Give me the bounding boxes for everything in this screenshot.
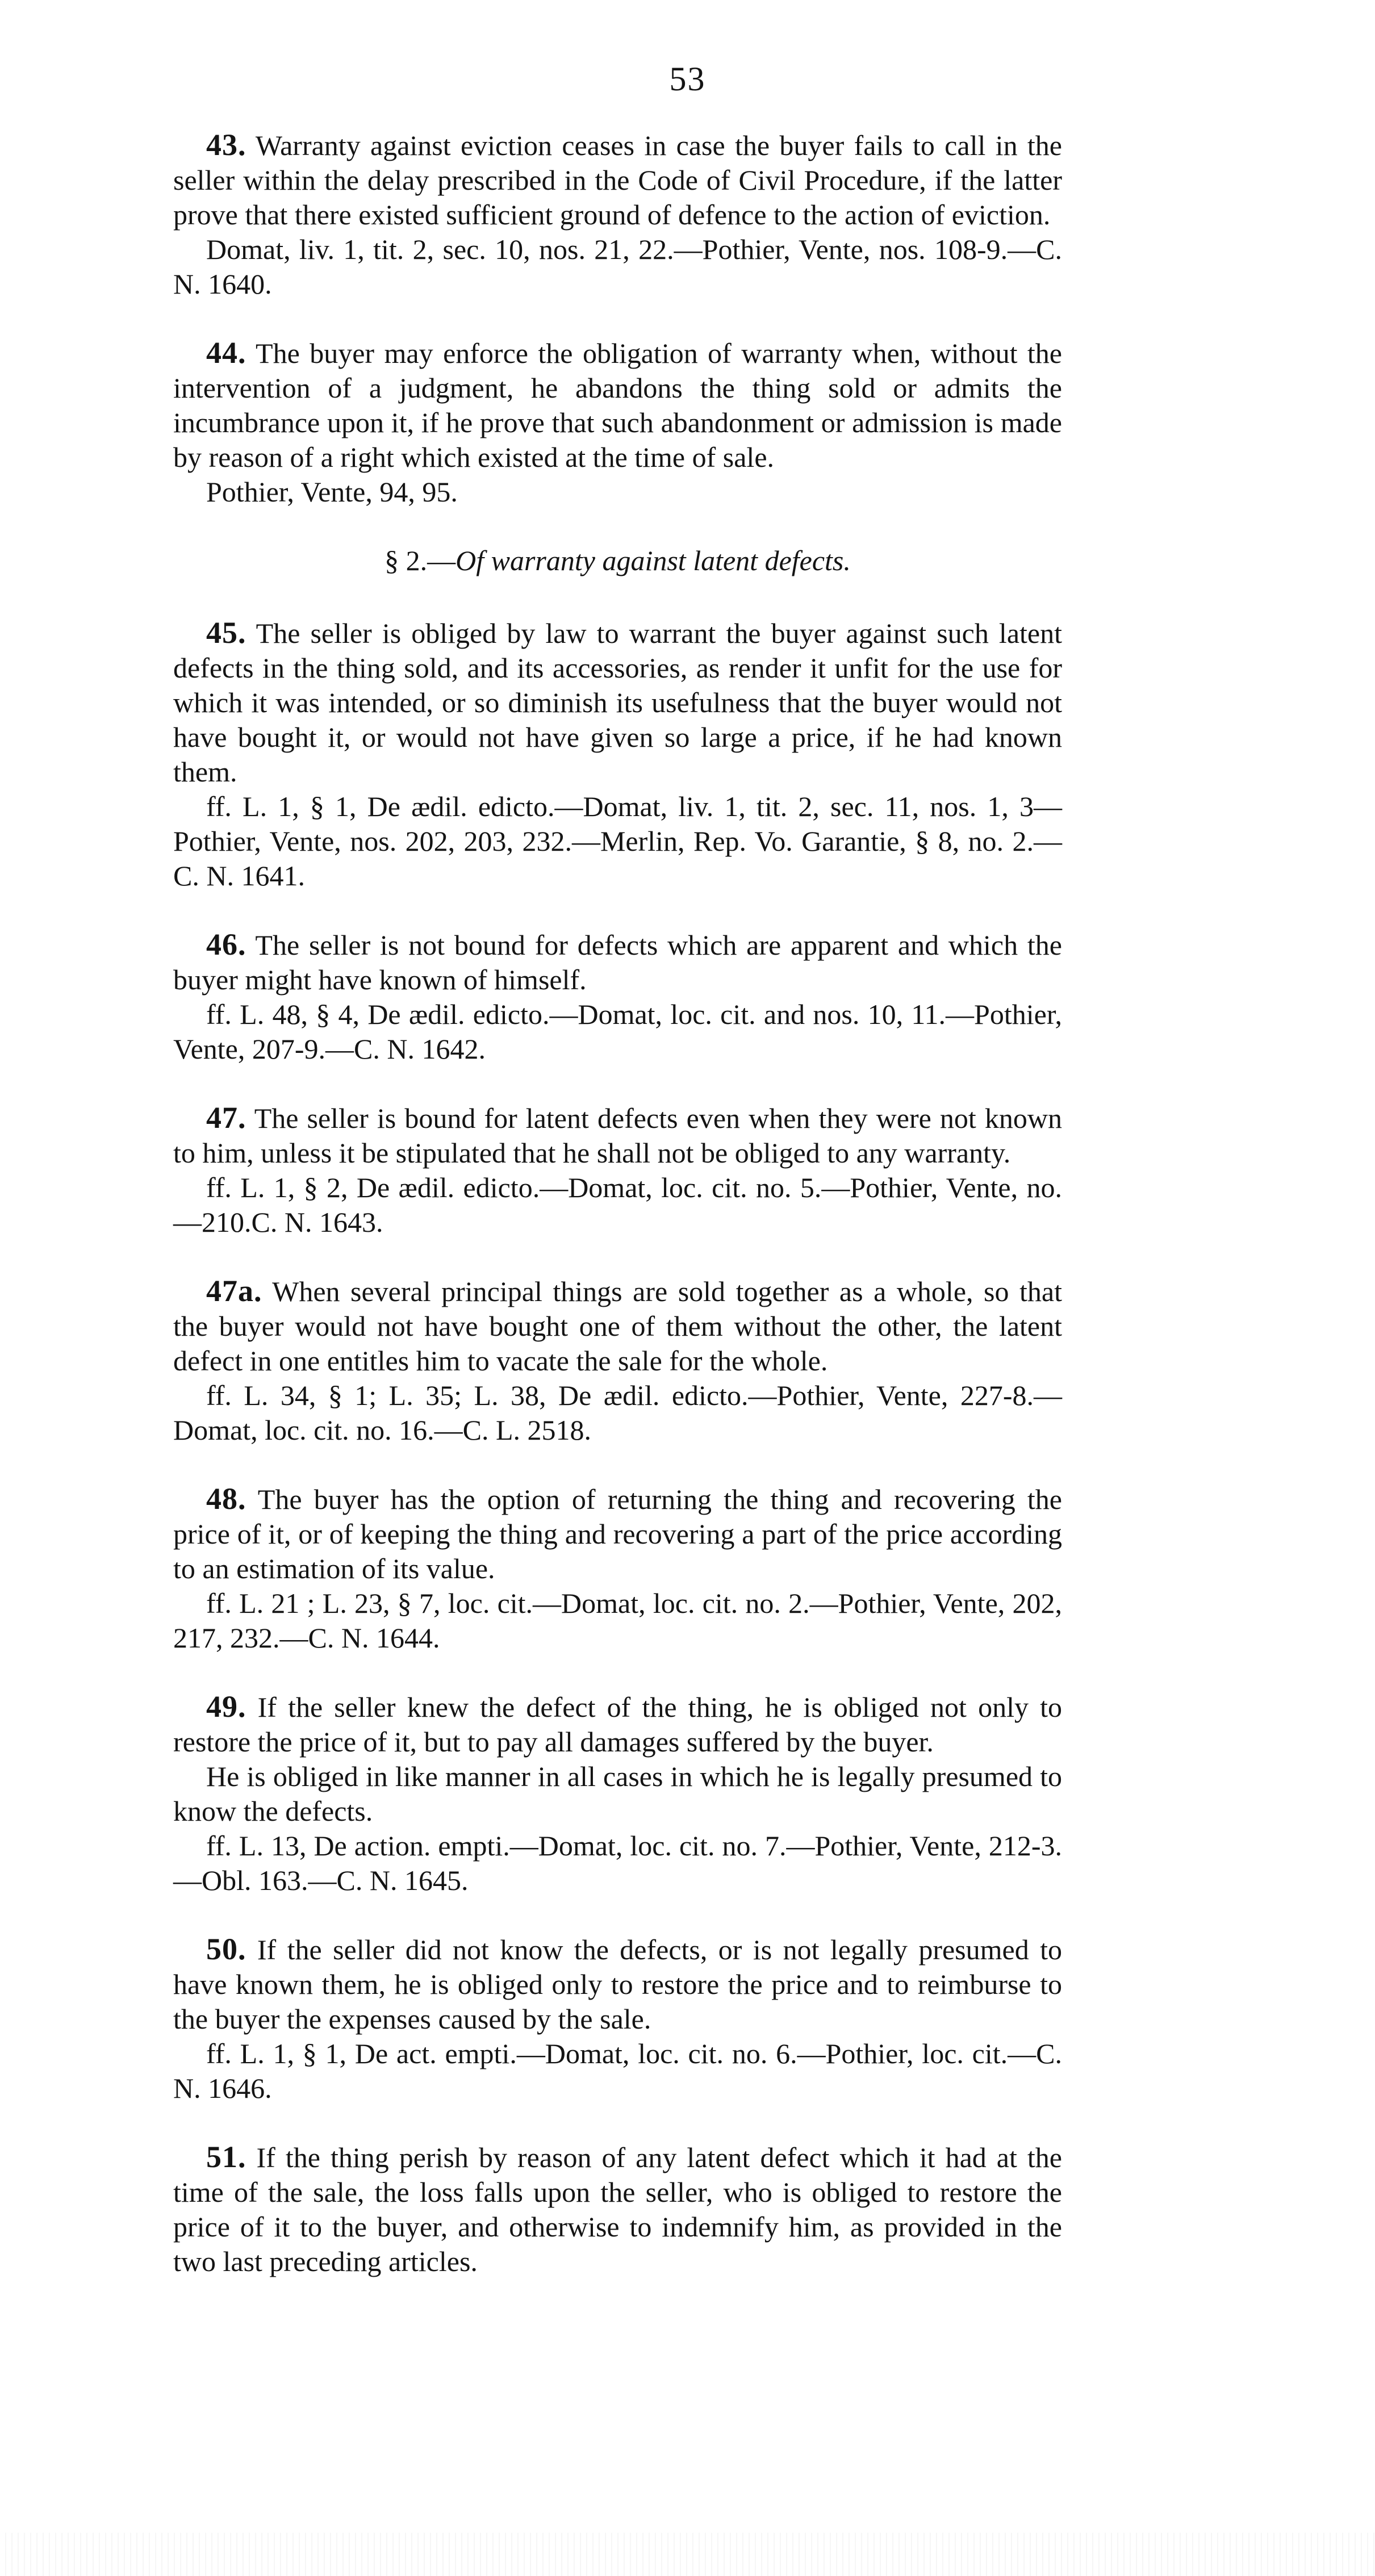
article-text xyxy=(173,1274,1062,1378)
article-47a xyxy=(173,1274,1062,1448)
article-43 xyxy=(173,128,1062,302)
article-text xyxy=(173,616,1062,789)
article-body: The buyer has the option of returning the thing and recovering the price of it, or of keeping the thing and recovering a part of the price according to an estimation of its value. xyxy=(173,1483,1062,1584)
article-50 xyxy=(173,1932,1062,2106)
article-body: If the seller did not know the defects, or is not legally presumed to have known them, he is obliged only to restore the price and to reimburse to the buyer the expenses caused by the sale. xyxy=(173,1934,1062,2035)
page-number: 53 xyxy=(669,60,706,98)
section-sign: § 2.— xyxy=(385,545,456,576)
article-citation: Pothier, Vente, 94, 95. xyxy=(206,476,458,508)
article-number: 47a. xyxy=(206,1274,262,1308)
article-number: 46. xyxy=(206,927,246,961)
article-number: 43. xyxy=(206,128,246,162)
article-citation: ff. L. 13, De action. empti.—Domat, loc. cit. no. 7.—Pothier, Vente, 212-3.—Obl. 163.—C. N. 1645. xyxy=(173,1830,1062,1896)
article-text xyxy=(173,1932,1062,2036)
article-text xyxy=(173,336,1062,475)
article-49 xyxy=(173,1690,1062,1898)
article-text-continued: He is obliged in like manner in all cases in which he is legally presumed to know the defects. xyxy=(173,1760,1062,1827)
article-text xyxy=(173,1101,1062,1170)
article-citation: ff. L. 48, § 4, De ædil. edicto.—Domat, loc. cit. and nos. 10, 11.—Pothier, Vente, 207-9.—C. N. 1642. xyxy=(173,998,1062,1065)
article-body: The buyer may enforce the obligation of warranty when, without the intervention of a judgment, he abandons the thing sold or admits the incumbrance upon it, if he prove that such abandonment or admission is made by reason of a right which existed at the time of sale. xyxy=(173,337,1062,473)
article-body: Warranty against eviction ceases in case the buyer fails to call in the seller within the delay prescribed in the Code of Civil Procedure, if the latter prove that there existed sufficient ground of defence to the action of eviction. xyxy=(173,129,1062,231)
article-44 xyxy=(173,336,1062,509)
article-number: 44. xyxy=(206,336,246,370)
article-number: 45. xyxy=(206,616,246,650)
scan-noise xyxy=(0,2533,1375,2576)
article-citation: ff. L. 21 ; L. 23, § 7, loc. cit.—Domat, loc. cit. no. 2.—Pothier, Vente, 202, 217, 232.—C. N. 1644. xyxy=(173,1587,1062,1654)
article-text xyxy=(173,128,1062,232)
article-citation: ff. L. 1, § 2, De ædil. edicto.—Domat, loc. cit. no. 5.—Pothier, Vente, no. —210.C. N. 1643. xyxy=(173,1172,1062,1238)
article-citation: Domat, liv. 1, tit. 2, sec. 10, nos. 21, 22.—Pothier, Vente, nos. 108-9.—C. N. 1640. xyxy=(173,233,1062,300)
article-citation: ff. L. 34, § 1; L. 35; L. 38, De ædil. edicto.—Pothier, Vente, 227-8.—Domat, loc. cit. no. 16.—C. L. 2518. xyxy=(173,1379,1062,1446)
article-body: If the seller knew the defect of the thing, he is obliged not only to restore the price of it, but to pay all damages suffered by the buyer. xyxy=(173,1691,1062,1758)
article-body: If the thing perish by reason of any latent defect which it had at the time of the sale, the loss falls upon the seller, who is obliged to restore the price of it to the buyer, and otherwise to indemnify him, as provided in the two last preceding articles. xyxy=(173,2142,1062,2277)
page-body xyxy=(173,128,1062,2313)
article-number: 47. xyxy=(206,1101,246,1135)
section-heading xyxy=(173,543,1062,578)
article-51 xyxy=(173,2140,1062,2279)
article-number: 50. xyxy=(206,1932,246,1966)
article-text xyxy=(173,927,1062,997)
article-citation: ff. L. 1, § 1, De ædil. edicto.—Domat, liv. 1, tit. 2, sec. 11, nos. 1, 3—Pothier, Vente, nos. 202, 203, 232.—Merlin, Rep. Vo. Garantie, § 8, no. 2.—C. N. 1641. xyxy=(173,791,1062,892)
article-48 xyxy=(173,1482,1062,1655)
section-title: Of warranty against latent defects. xyxy=(455,545,851,576)
article-text xyxy=(173,1690,1062,1759)
article-body: The seller is not bound for defects which are apparent and which the buyer might have known of himself. xyxy=(173,929,1062,996)
article-number: 49. xyxy=(206,1690,246,1724)
article-45 xyxy=(173,616,1062,893)
article-citation: ff. L. 1, § 1, De act. empti.—Domat, loc. cit. no. 6.—Pothier, loc. cit.—C. N. 1646. xyxy=(173,2038,1062,2104)
article-text xyxy=(173,1482,1062,1586)
article-body: When several principal things are sold together as a whole, so that the buyer would not have bought one of them without the other, the latent defect in one entitles him to vacate the sale for the whole. xyxy=(173,1276,1062,1377)
article-47 xyxy=(173,1101,1062,1240)
article-body: The seller is obliged by law to warrant the buyer against such latent defects in the thing sold, and its accessories, as render it unfit for the use for which it was intended, or so diminish its usefulness that the buyer would not have bought it, or would not have given so large a price, if he had known them. xyxy=(173,617,1062,788)
article-body: The seller is bound for latent defects even when they were not known to him, unless it be stipulated that he shall not be obliged to any warranty. xyxy=(173,1102,1062,1169)
article-number: 51. xyxy=(206,2140,246,2174)
article-46 xyxy=(173,927,1062,1067)
article-number: 48. xyxy=(206,1482,246,1516)
article-text xyxy=(173,2140,1062,2279)
